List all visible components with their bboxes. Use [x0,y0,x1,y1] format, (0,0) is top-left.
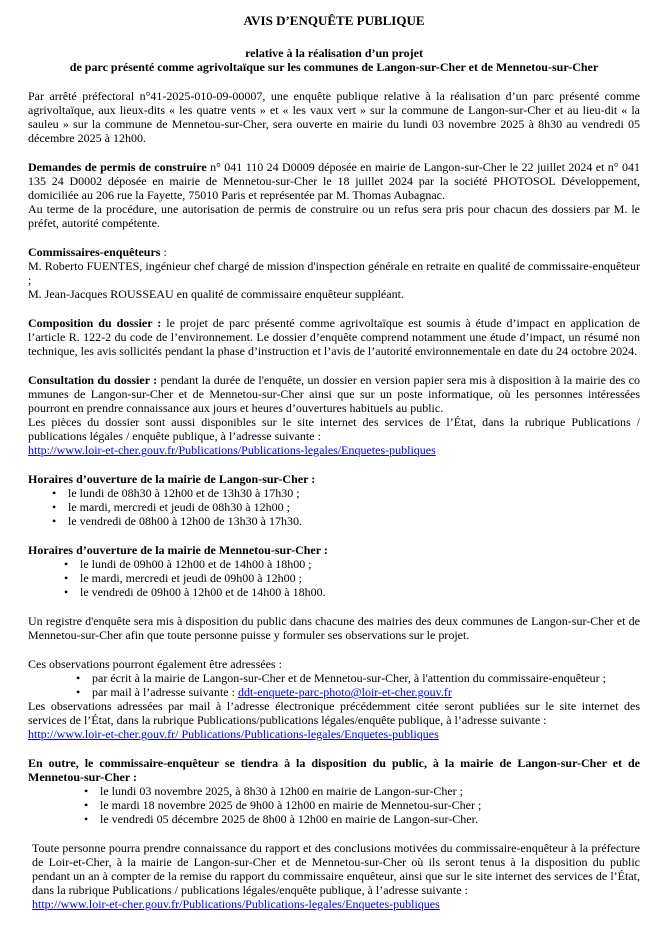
conclusion-link[interactable]: http://www.loir-et-cher.gouv.fr/Publications/Publications-legales/Enquetes-publiques [32,897,440,911]
list-item: • le vendredi de 08h00 à 12h00 de 13h30 à 17h30. [68,514,640,528]
registre-paragraph: Un registre d'enquête sera mis à disposition du public dans chacune des mairies des deux communes de Langon-sur-Cher et de Mennetou-sur-Cher afin que toute personne puisse y formuler ses observations sur le projet. [28,614,640,642]
list-item: • le vendredi de 09h00 à 12h00 et de 14h00 à 18h00. [80,585,640,599]
permis-paragraph [28,160,640,202]
consultation-paragraph [28,373,640,415]
observations-text: Les observations adressées par mail à l’adresse électronique précédemment citée seront publiées sur le site internet des services de l’État, dans la rubrique Publications/publications légales/enquête publique, à l’adresse suivante : [28,699,640,727]
list-item: • le mardi, mercredi et jeudi de 08h30 à 12h00 ; [68,500,640,514]
consultation-text: pendant la durée de l'enquête, un dossier en version papier sera mis à disposition à la mairie des co mmunes de Langon-sur-Cher et de Mennetou-sur-Cher ainsi que sur un poste informatique, où les personnes intéressées pourront en prendre connaissance aux jours et heures d’ouvertures habituels au public. [28,373,640,415]
horaires-mennetou-heading: Horaires d’ouverture de la mairie de Mennetou-sur-Cher : [28,543,328,557]
commissaires-heading-line [28,245,640,259]
horaires-mennetou-list [80,557,640,599]
email-prefix: par mail à l’adresse suivante : [92,685,238,699]
permanences-heading: En outre, le commissaire-enquêteur se tiendra à la disposition du public, à la mairie de Langon-sur-Cher et de Mennetou-sur-Cher : [28,756,640,784]
commissaires-heading: Commissaires-enquêteurs [28,245,161,259]
commissaires-heading-suffix: : [160,245,167,259]
horaires-langon-heading: Horaires d’ouverture de la mairie de Langon-sur-Cher : [28,472,316,486]
consultation-text-2: Les pièces du dossier sont aussi disponibles sur le site internet des services de l’État, dans la rubrique Publications / publications légales / enquête publique, à l’adresse suivante : [28,415,640,443]
composition-paragraph [28,316,640,358]
observations-link[interactable]: http://www.loir-et-cher.gouv.fr/ Publications/Publications-legales/Enquetes-publiques [28,727,439,741]
commissaire-line-1: M. Roberto FUENTES, ingénieur chef chargé de mission d'inspection générale en retraite en qualité de commissaire-enquêteur ; [28,259,640,287]
commissaire-line-2: M. Jean-Jacques ROUSSEAU en qualité de commissaire enquêteur suppléant. [28,287,404,301]
permis-heading: Demandes de permis de construire [28,160,207,174]
list-item: • le vendredi 05 décembre 2025 de 8h00 à 12h00 en mairie de Langon-sur-Cher. [100,812,640,826]
conclusion-paragraph: Toute personne pourra prendre connaissance du rapport et des conclusions motivées du commissaire-enquêteur à la préfecture de Loir-et-Cher, à la mairie de Langon-sur-Cher et de Mennetou-sur-Cher où ils seront tenus à la disposition du public pendant un an à compter de la remise du rapport du commissaire enquêteur, ainsi que sur le site internet des services de l’État, dans la rubrique Publications / publications légales/enquête publique, à l’adresse suivante : [32,841,640,897]
consultation-link[interactable]: http://www.loir-et-cher.gouv.fr/Publications/Publications-legales/Enquetes-publiques [28,443,436,457]
permis-text: n° 041 110 24 D0009 déposée en mairie de Langon-sur-Cher le 22 juillet 2024 et n° 041 135 24 D0002 déposée en mairie de Mennetou-sur-Cher le 18 juillet 2024 par la société PHOTOSOL Développement, domiciliée au 206 rue la Fayette, 75010 Paris et représentée par M. Thomas Aubagnac. [28,160,640,202]
notice-document [28,14,640,911]
notice-title: AVIS D’ENQUÊTE PUBLIQUE [243,13,425,28]
list-item: • le mardi, mercredi et jeudi de 09h00 à 12h00 ; [80,571,640,585]
observations-intro: Ces observations pourront également être adressées : [28,657,282,671]
horaires-langon-list [68,486,640,528]
permanences-list [100,784,640,826]
list-item: • le lundi de 09h00 à 12h00 et de 14h00 à 18h00 ; [80,557,640,571]
composition-heading: Composition du dossier : [28,316,162,330]
list-item: • le lundi 03 novembre 2025, à 8h30 à 12h00 en mairie de Langon-sur-Cher ; [100,784,640,798]
consultation-heading: Consultation du dossier : [28,373,158,387]
observations-list [92,671,640,699]
permis-text-2: Au terme de la procédure, une autorisation de permis de construire ou un refus sera pris pour chacun des dossiers par M. le préfet, autorité compétente. [28,202,640,230]
email-link[interactable]: ddt-enquete-parc-photo@loir-et-cher.gouv.fr [237,685,452,699]
list-item: • par écrit à la mairie de Langon-sur-Cher et de Mennetou-sur-Cher, à l'attention du commissaire-enquêteur ; [92,671,640,685]
list-item: • le lundi de 08h30 à 12h00 et de 13h30 à 17h30 ; [68,486,640,500]
composition-text: le projet de parc présenté comme agrivoltaïque est soumis à étude d’impact en application de l’article R. 122-2 du code de l’environnement. Le dossier d’enquête comprend notamment une étude d’impact, un résumé non technique, les avis sollicités pendant la phase d’instruction et l’avis de l’autorité environnementale en date du 24 octobre 2024. [28,316,640,358]
notice-subtitle-1: relative à la réalisation d’un projet [245,46,423,60]
list-item [92,685,640,699]
notice-subtitle-2: de parc présenté comme agrivoltaïque sur les communes de Langon-sur-Cher et de Mennetou-sur-Cher [69,60,599,74]
intro-paragraph: Par arrêté préfectoral n°41-2025-010-09-00007, une enquête publique relative à la réalisation d’un parc présenté comme agrivoltaïque, aux lieux-dits « les quatre vents » et « les vaux vert » sur la commune de Langon-sur-Cher et au lieu-dit « la sauleu » sur la commune de Mennetou-sur-Cher, sera ouverte en mairie du lundi 03 novembre 2025 à 8h30 au vendredi 05 décembre 2025 à 12h00. [28,89,640,145]
list-item: • le mardi 18 novembre 2025 de 9h00 à 12h00 en mairie de Mennetou-sur-Cher ; [100,798,640,812]
